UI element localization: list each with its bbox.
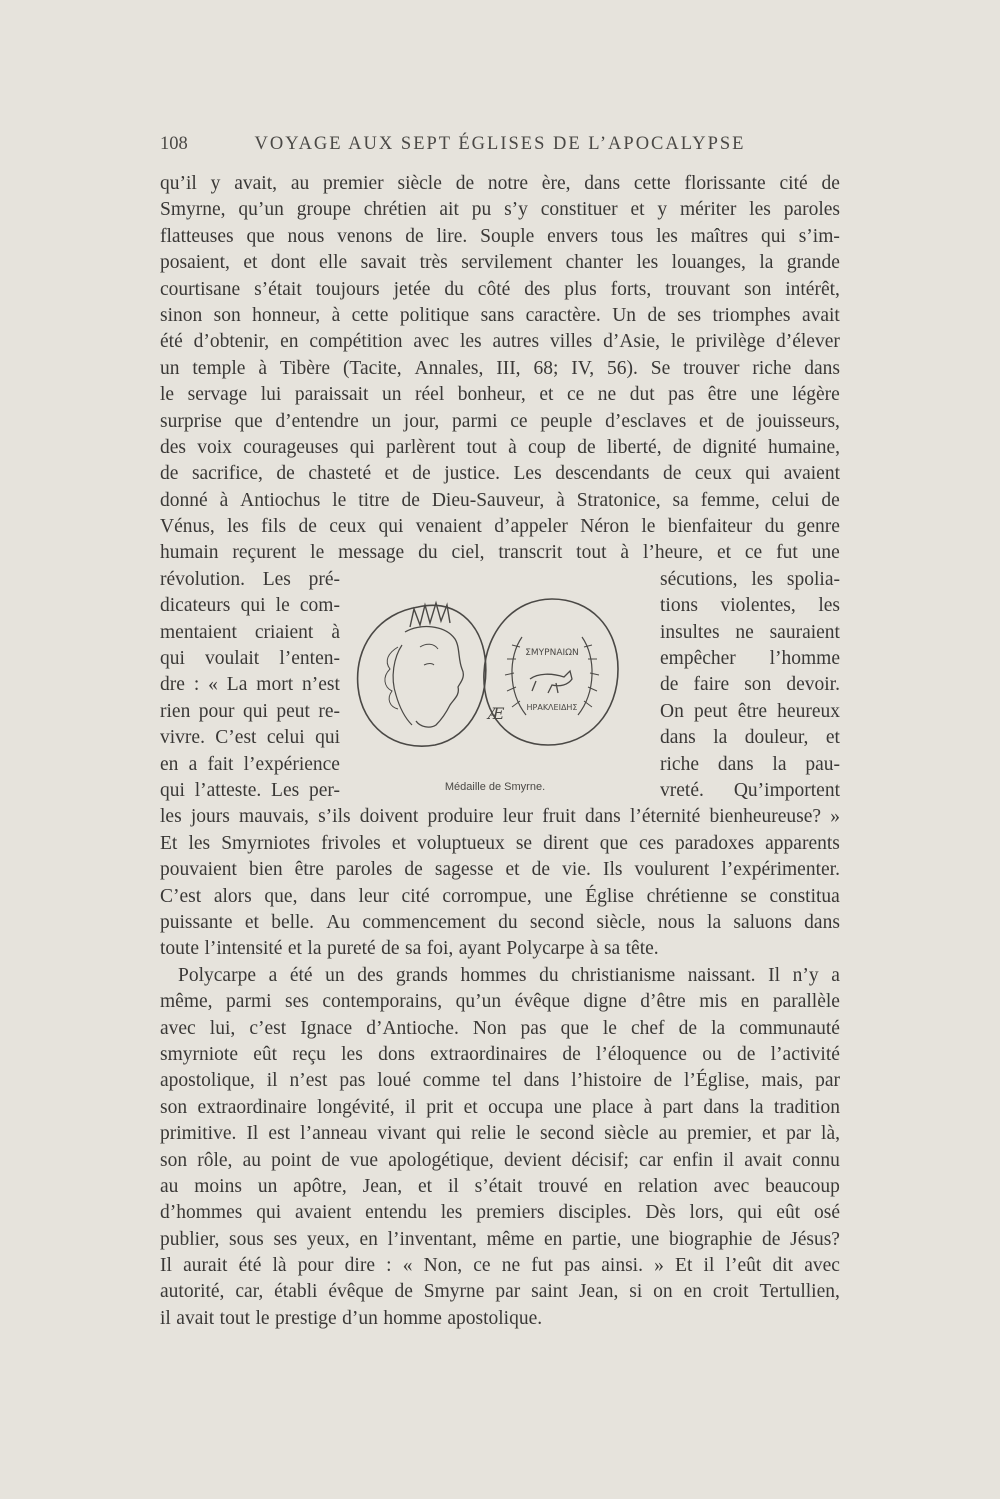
text-line: dans la douleur, et: [660, 727, 840, 749]
text-line: humain reçurent le message du ciel, transcrit tout à l’heure, et ce fut une: [160, 542, 840, 564]
text-line: autorité, car, établi évêque de Smyrne par saint Jean, si on en croit Tertullien,: [160, 1281, 840, 1303]
text-line: qui voulait l’enten-: [160, 648, 340, 670]
body-text: [160, 171, 840, 1332]
text-line: insultes ne sauraient: [660, 621, 840, 643]
coin-figure: [350, 587, 640, 797]
text-line: de sacrifice, de chasteté et de justice. Les descendants de ceux qui avaient: [160, 463, 840, 485]
text-line: rien pour qui peut re-: [160, 700, 340, 722]
text-line: le servage lui paraissait un réel bonheur, et ce ne dut pas être une légère: [160, 384, 840, 406]
text-line: tions violentes, les: [660, 595, 840, 617]
text-line: publier, sous ses yeux, en l’inventant, même en partie, une biographie de Jésus?: [160, 1228, 840, 1250]
text-line: les jours mauvais, s’ils doivent produire leur fruit dans l’éternité bienheureuse? »: [160, 806, 840, 828]
coin-legend-bottom: ΗΡΑΚΛΕΙΔΗΣ: [526, 702, 578, 712]
text-line: qui l’atteste. Les per-: [160, 779, 340, 801]
paragraph-2: [160, 963, 840, 1332]
text-line: courtisane s’était toujours jetée du côté des plus forts, trouvant son intérêt,: [160, 278, 840, 300]
text-line: au moins un apôtre, Jean, et il s’était trouvé en relation avec beaucoup: [160, 1175, 840, 1197]
text-line: pouvaient bien être paroles de sagesse et de vie. Ils voulurent l’expérimenter.: [160, 859, 840, 881]
running-title: VOYAGE AUX SEPT ÉGLISES DE L’APOCALYPSE: [254, 134, 746, 154]
text-line: C’est alors que, dans leur cité corrompue, une Église chrétienne se constitua: [160, 885, 840, 907]
text-line: Vénus, les fils de ceux qui venaient d’appeler Néron le bienfaiteur du genre: [160, 516, 840, 538]
coin-obverse: [358, 603, 486, 746]
text-line: Polycarpe a été un des grands hommes du christianisme naissant. Il n’y a: [178, 964, 840, 986]
running-header: [160, 134, 840, 155]
text-line: en a fait l’expérience: [160, 753, 340, 775]
text-line: smyrniote eût reçu les dons extraordinaires de l’éloquence ou de l’activité: [160, 1043, 840, 1065]
text-line: empêcher l’homme: [660, 648, 840, 670]
text-line: révolution. Les pré-: [160, 568, 340, 590]
coin-legend-top: ΣΜΥΡΝΑΙΩΝ: [525, 647, 579, 658]
text-line: riche dans la pau-: [660, 753, 840, 775]
text-line: son extraordinaire longévité, il prit et occupa une place à part dans la tradition: [160, 1096, 840, 1118]
metal-mark: Æ: [488, 703, 505, 723]
text-line: d’hommes qui avaient entendu les premiers disciples. Dès lors, qui eût osé: [160, 1202, 840, 1224]
text-line: flatteuses que nous venons de lire. Souple envers tous les maîtres qui s’im-: [160, 225, 840, 247]
page-number: 108: [160, 134, 188, 154]
figure-caption: Médaille de Smyrne.: [444, 780, 546, 793]
text-line: des voix courageuses qui parlèrent tout à coup de liberté, de dignité humaine,: [160, 436, 840, 458]
text-line: On peut être heureux: [660, 700, 840, 722]
text-wrap-around-figure: [160, 567, 840, 805]
text-line: dre : « La mort n’est: [160, 674, 340, 696]
text-line: sinon son honneur, à cette politique sans caractère. Un de ses triomphes avait: [160, 304, 840, 326]
text-line: dicateurs qui le com-: [160, 595, 340, 617]
text-line: primitive. Il est l’anneau vivant qui relie le second siècle au premier, et par là,: [160, 1123, 840, 1145]
text-line: Smyrne, qu’un groupe chrétien ait pu s’y constituer et y mériter les paroles: [160, 199, 840, 221]
text-line: donné à Antiochus le titre de Dieu-Sauveur, à Stratonice, sa femme, celui de: [160, 489, 840, 511]
text-line: son rôle, au point de vue apologétique, devient décisif; car enfin il avait connu: [160, 1149, 840, 1171]
text-line: avec lui, c’est Ignace d’Antioche. Non pas que le chef de la communauté: [160, 1017, 840, 1039]
text-line: sécutions, les spolia-: [660, 568, 840, 590]
text-line: surprise que d’entendre un jour, parmi ce peuple d’esclaves et de jouisseurs,: [160, 410, 840, 432]
text-line: qu’il y avait, au premier siècle de notre ère, dans cette florissante cité de: [160, 173, 840, 194]
text-line: vreté. Qu’importent: [660, 779, 840, 801]
text-line: apostolique, il n’est pas loué comme tel dans l’histoire de l’Église, mais, par: [160, 1070, 840, 1092]
text-line: Il aurait été là pour dire : « Non, ce ne fut pas ainsi. » Et il l’eût dit avec: [160, 1255, 840, 1277]
paragraph-1-top: [160, 171, 840, 567]
text-line: puissante et belle. Au commencement du second siècle, nous la saluons dans: [160, 912, 840, 934]
text-line: même, parmi ses contemporains, qu’un évêque digne d’être mis en parallèle: [160, 991, 840, 1013]
coin-reverse: [484, 599, 618, 745]
text-line: toute l’intensité et la pureté de sa foi, ayant Polycarpe à sa tête.: [160, 938, 659, 960]
text-line: un temple à Tibère (Tacite, Annales, III, 68; IV, 56). Se trouver riche dans: [160, 357, 840, 379]
coin-illustration: [350, 587, 640, 772]
wrap-column-left: [160, 567, 340, 805]
wrap-column-right: [660, 567, 840, 805]
text-line: mentaient criaient à: [160, 621, 340, 643]
text-line: de faire son devoir.: [660, 674, 840, 696]
text-line: Et les Smyrniotes frivoles et voluptueux se dirent que ces paradoxes apparents: [160, 832, 840, 854]
text-line: été d’obtenir, en compétition avec les autres villes d’Asie, le privilège d’élever: [160, 331, 840, 353]
text-line: vivre. C’est celui qui: [160, 727, 340, 749]
text-line: posaient, et dont elle savait très servilement chanter les louanges, la grande: [160, 252, 840, 274]
paragraph-1-bottom: [160, 804, 840, 962]
text-line: il avait tout le prestige d’un homme apostolique.: [160, 1307, 543, 1329]
